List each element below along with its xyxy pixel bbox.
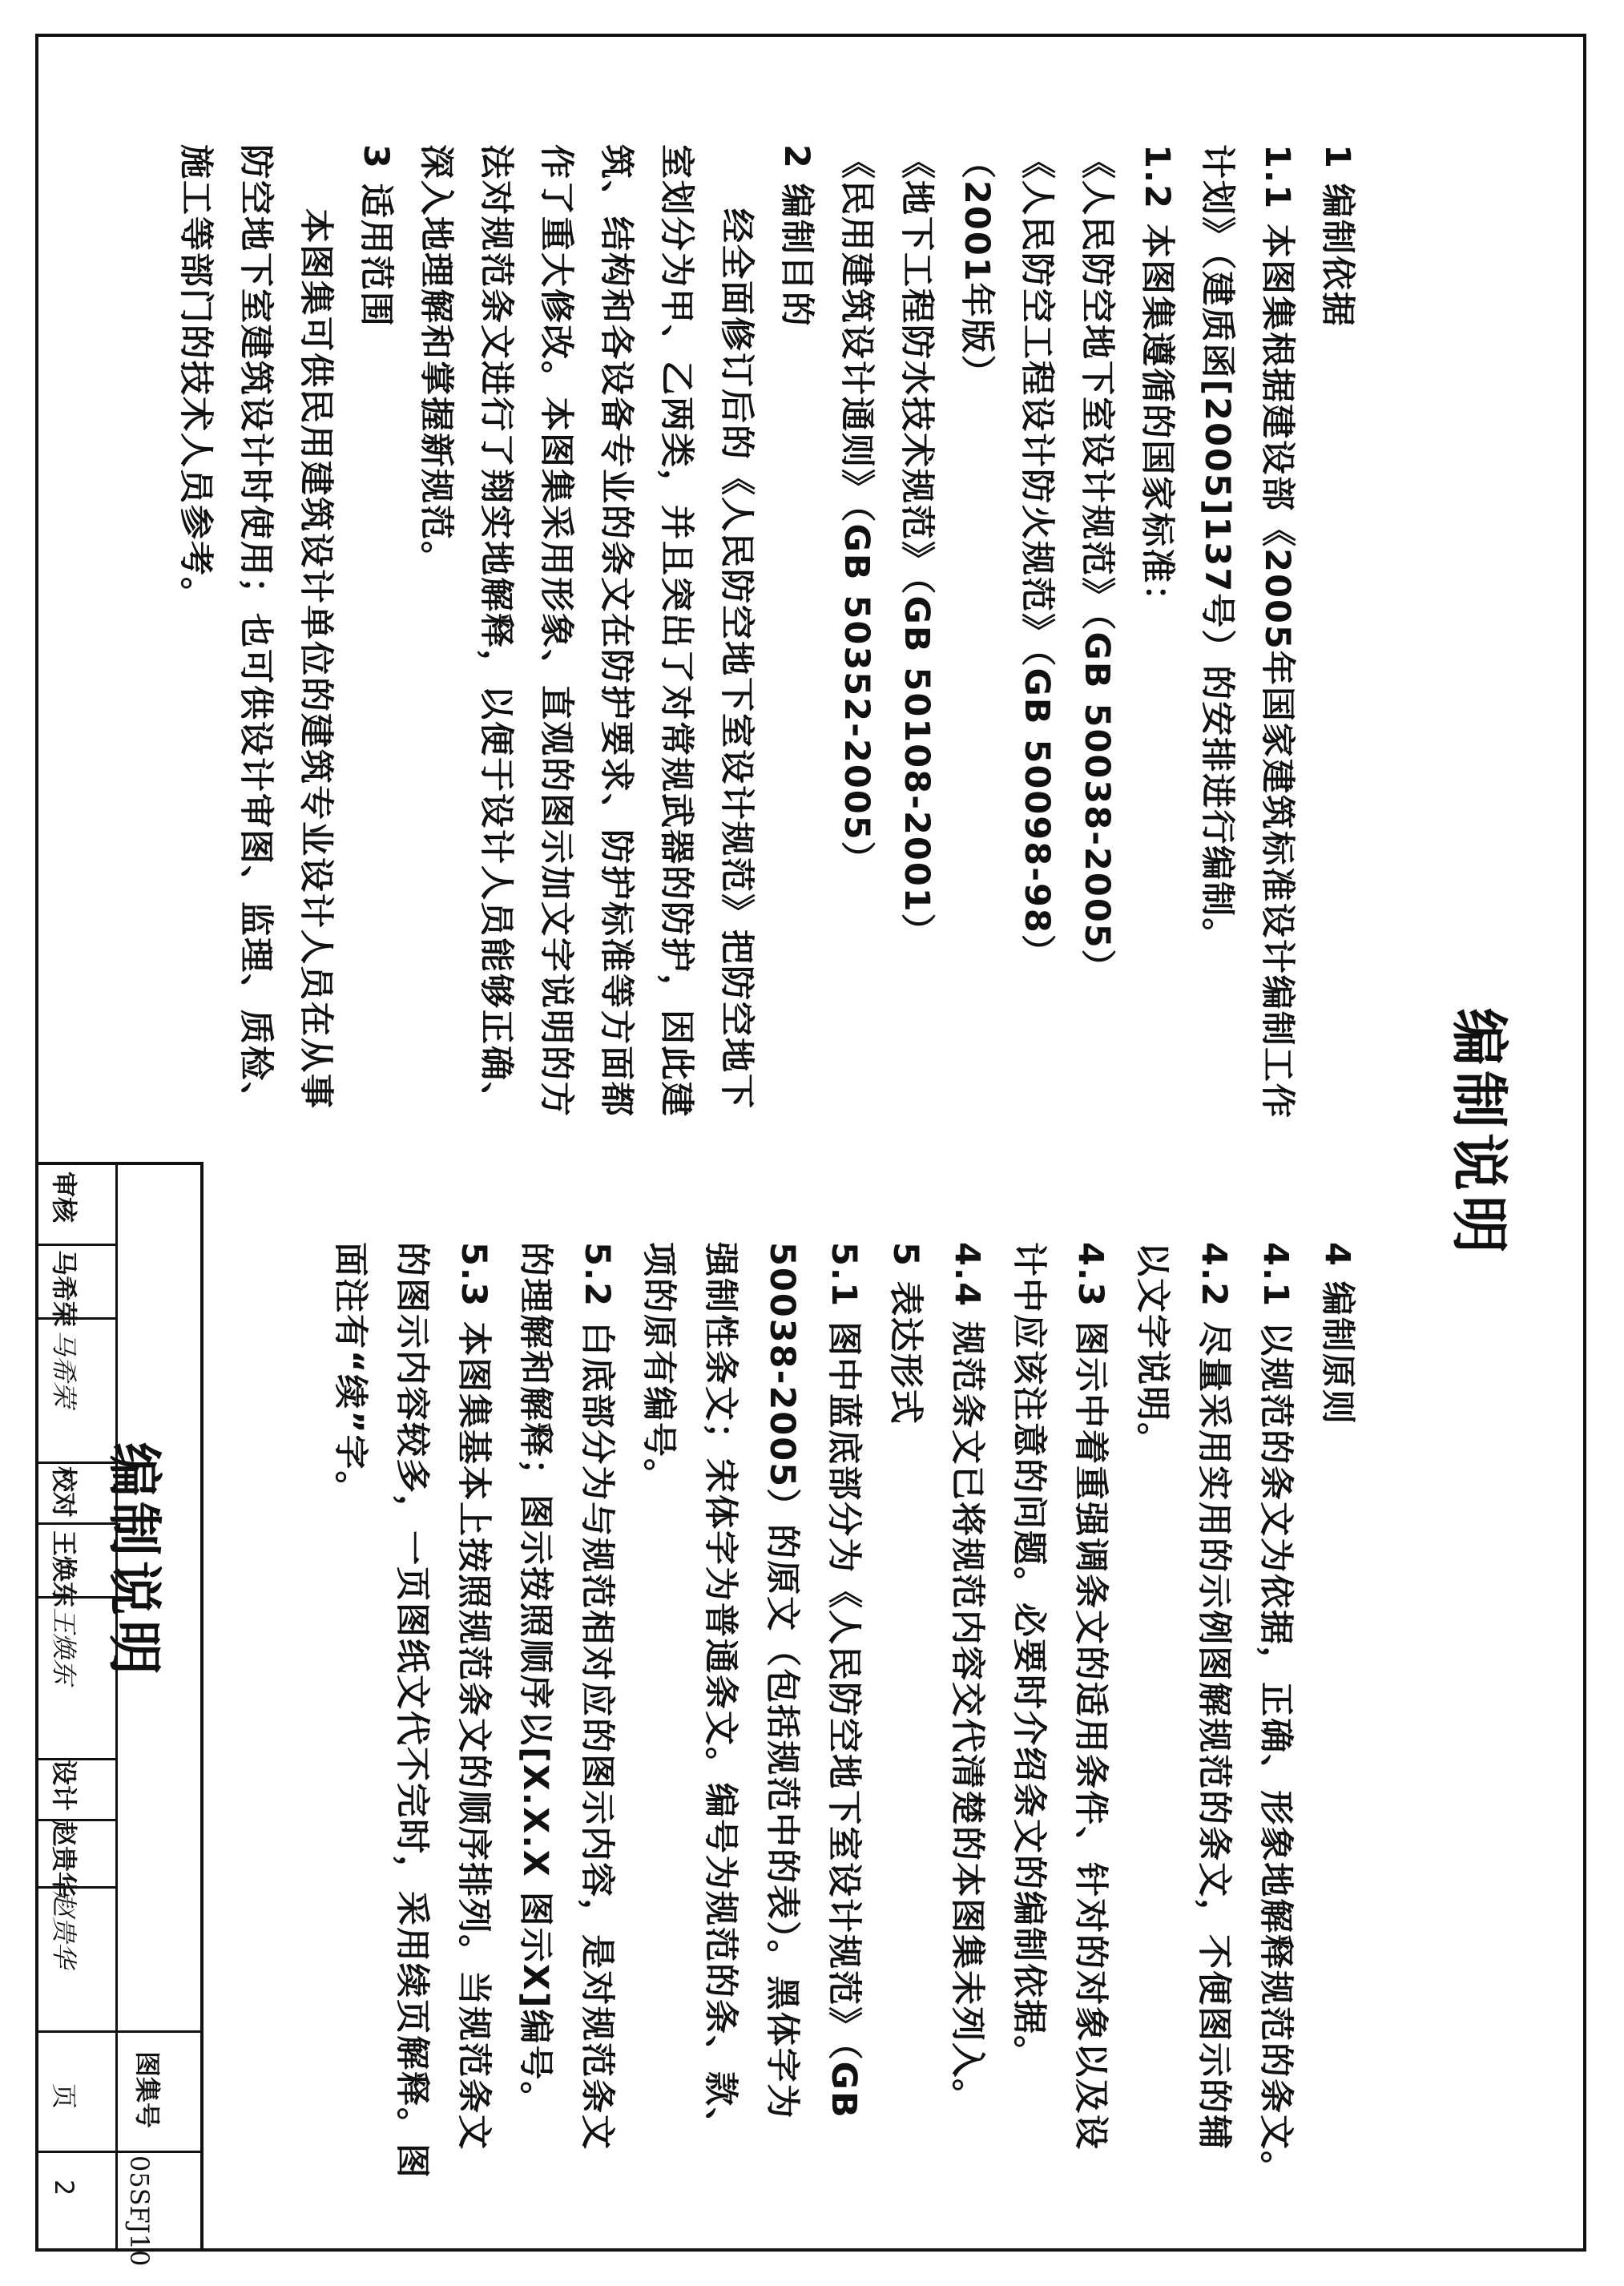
text-line: 的理解和解释；图示按照顺序以[X.X.X 图示X]编号。 (515, 1242, 555, 2118)
title-block-title: 编制说明 (102, 1442, 165, 1680)
page-number: 2 (49, 2179, 79, 2196)
designer-signature: 赵贵华 (49, 1891, 79, 1969)
text-line: 5.3 本图集基本上按照规范条文的顺序排列。当规范条文 (453, 1242, 494, 2151)
text-line: 5 表达形式 (885, 1242, 925, 1425)
text-line: （2001年版） (957, 144, 997, 391)
text-line: 法对规范条文进行了翔实地解释，以便于设计人员能够正确、 (476, 144, 516, 1118)
text-line: 本图集可供民用建筑设计单位的建筑专业设计人员在从事 (296, 208, 336, 1110)
text-line: 4.4 规范条文已将规范内容交代清楚的本图集未列入。 (947, 1242, 987, 2115)
text-line: 4.2 尽量采用实用的示例图解规范的条文，不便图示的辅 (1194, 1242, 1234, 2151)
text-line: 《人民防空工程设计防火规范》（GB 50098-98） (1017, 144, 1057, 970)
text-line: 《民用建筑设计通则》（GB 50352-2005） (836, 144, 876, 877)
text-line: 计划》（建质函[2005]137号）的安排进行编制。 (1197, 144, 1237, 954)
reviewer-name: 马希荣 (49, 1250, 79, 1328)
text-line: 施工等部门的技术人员参考。 (175, 144, 216, 613)
text-line: 深入地理解和掌握新规范。 (416, 144, 456, 577)
role-check-label: 校对 (49, 1466, 79, 1518)
text-line: 4 编制原则 (1317, 1242, 1357, 1425)
atlas-number: 05SFJ10 (124, 2155, 155, 2267)
text-line: 50038-2005）的原文（包括规范中的表）。黑体字为 (762, 1242, 802, 2120)
text-line: 1 编制依据 (1317, 144, 1357, 328)
text-line: 经全面修订后的《人民防空地下室设计规范》把防空地下 (716, 208, 756, 1110)
atlas-label: 图集号 (132, 2051, 163, 2129)
text-line: 2 编制目的 (776, 144, 816, 328)
checker-signature: 王焕东 (49, 1607, 79, 1685)
text-line: 5.2 白底部分为与规范相对应的图示内容，是对规范条文 (577, 1242, 617, 2151)
text-line: 项的原有编号。 (639, 1242, 679, 1494)
text-line: 4.1 以规范的条文为依据，正确、形象地解释规范的条文。 (1255, 1242, 1296, 2187)
text-line: 的图示内容较多，一页图纸文代不完时，采用续页解释。图 (392, 1242, 432, 2179)
text-line: 5.1 图中蓝底部分为《人民防空地下室设计规范》（GB (824, 1242, 864, 2119)
designer-name: 赵贵华 (49, 1820, 79, 1898)
text-line: 计中应该注意的问题。必要时介绍条文的编制依据。 (1009, 1242, 1049, 2071)
text-line: 1.1 本图集根据建设部《2005年国家建筑标准设计编制工作 (1257, 144, 1297, 1119)
text-line: 1.2 本图集遵循的国家标准： (1137, 144, 1177, 621)
text-line: 室划分为甲、乙两类，并且突出了对常规武器的防护，因此建 (656, 144, 696, 1118)
reviewer-signature: 马希荣 (49, 1330, 79, 1408)
role-design-label: 设计 (49, 1760, 79, 1812)
page-label: 页 (49, 2083, 79, 2110)
checker-name: 王焕东 (49, 1530, 79, 1608)
text-line: 面注有“续”字。 (330, 1242, 370, 1507)
text-line: 4.3 图示中着重强调条文的适用条件、针对的对象以及设 (1070, 1242, 1110, 2151)
role-review-label: 审核 (49, 1171, 79, 1224)
text-line: 《地下工程防水技术规范》（GB 50108-2001） (897, 144, 937, 949)
text-line: 3 适用范围 (356, 144, 396, 328)
text-line: 以文字说明。 (1132, 1242, 1172, 1458)
text-line: 防空地下室建筑设计时使用；也可供设计审图、监理、质检、 (236, 144, 276, 1118)
text-line: 强制性条文；宋体字为普通条文。编号为规范的条、款、 (700, 1242, 740, 2143)
text-line: 筑、结构和各设备专业的条文在防护要求、防护标准等方面都 (596, 144, 636, 1118)
text-line: 作了重大修改。本图集采用形象、直观的图示加文字说明的方 (536, 144, 576, 1118)
text-line: 《人民防空地下室设计规范》（GB 50038-2005） (1077, 144, 1117, 986)
page-title: 编制说明 (1445, 1008, 1513, 1259)
